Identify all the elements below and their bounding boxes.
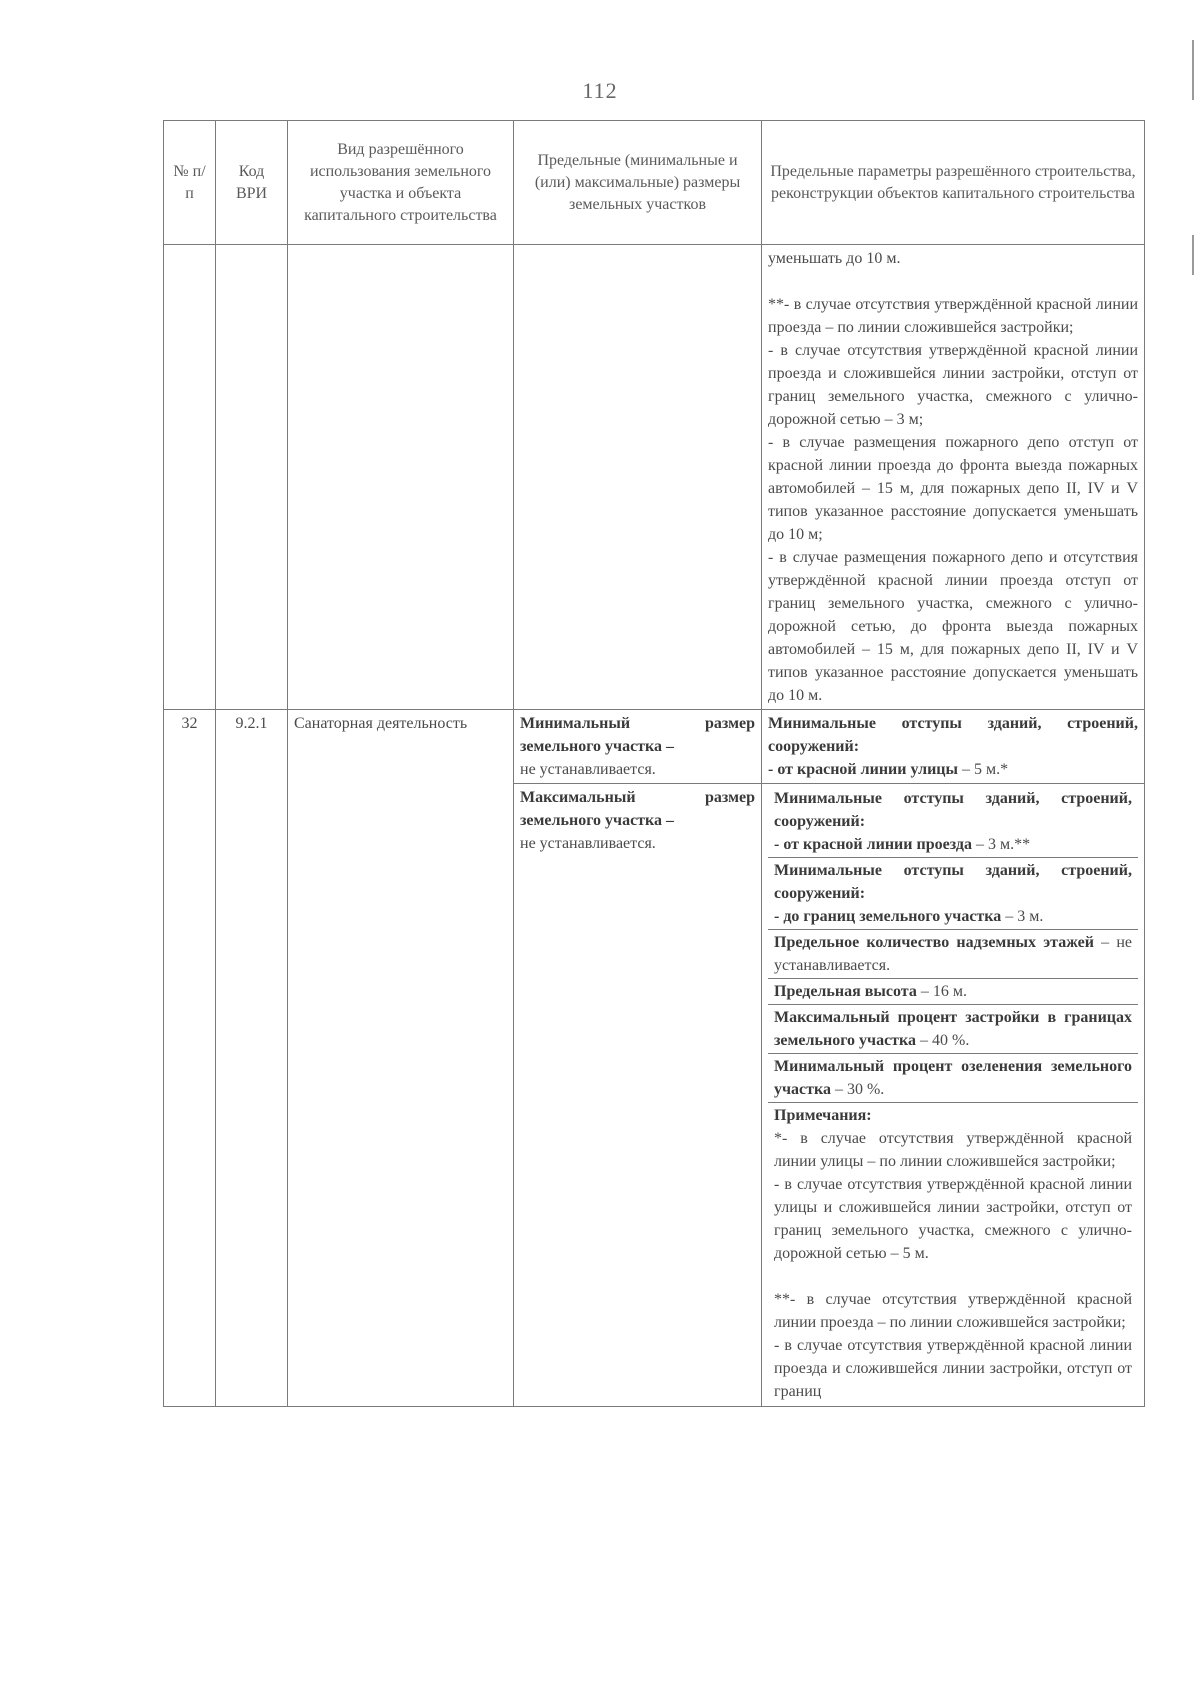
- param-min-greenery: [768, 1054, 1138, 1103]
- min-size-cell: [514, 710, 762, 784]
- cell-empty: [514, 245, 762, 710]
- header-params: Предельные параметры разрешённого строительства, реконструкции объектов капитального строительства: [762, 121, 1145, 245]
- param-value: – 5 м.*: [962, 761, 1009, 778]
- note-line: - в случае размещения пожарного депо и отсутствия утверждённой красной линии проезда отступ от границ земельного участка, смежного с улично-дорожной сетью, до фронта выезда пожарных автомобилей – 15 м, для пожарных депо II, IV и V типов указанное расстояние допускается уменьшать до 10 м.: [768, 549, 1138, 704]
- param-value: – 3 м.**: [975, 836, 1031, 853]
- text-line: уменьшать до 10 м.: [768, 250, 901, 267]
- param-max-coverage: [768, 1005, 1138, 1054]
- param-setback-boundary: [768, 858, 1138, 930]
- max-size-value: не устанавливается.: [520, 835, 656, 852]
- note-line: - в случае отсутствия утверждённой красной линии проезда и сложившейся линии застройки, отступ от границ: [774, 1337, 1132, 1400]
- note-line: **- в случае отсутствия утверждённой красной линии проезда – по линии сложившейся застройки;: [768, 296, 1138, 336]
- min-size-value: не устанавливается.: [520, 761, 656, 778]
- note-line: *- в случае отсутствия утверждённой красной линии улицы – по линии сложившейся застройки;: [774, 1130, 1132, 1170]
- param-label: Предельное количество надземных этажей: [774, 934, 1094, 951]
- table-header-row: [164, 121, 1145, 245]
- vri-code: 9.2.1: [216, 710, 288, 1407]
- note-line: - в случае отсутствия утверждённой красной линии проезда и сложившейся линии застройки, отступ от границ земельного участка, смежного с улично-дорожной сетью – 3 м;: [768, 342, 1138, 428]
- notes-block: [768, 1103, 1138, 1404]
- max-size-cell: [514, 784, 762, 1407]
- param-sublabel: - от красной линии проезда: [774, 836, 972, 853]
- param-value: – 40 %.: [920, 1032, 970, 1049]
- param-label: Минимальные отступы зданий, строений, сооружений:: [774, 790, 1132, 830]
- param-sublabel: - от красной линии улицы: [768, 761, 958, 778]
- header-num: № п/п: [164, 121, 216, 245]
- note-line: **- в случае отсутствия утверждённой красной линии проезда – по линии сложившейся застройки;: [774, 1291, 1132, 1331]
- blank-line: [768, 270, 1138, 293]
- cell-empty: [288, 245, 514, 710]
- max-size-label: Максимальный размер земельного участка –: [520, 789, 755, 829]
- use-type: Санаторная деятельность: [288, 710, 514, 1407]
- notes-title: Примечания:: [774, 1107, 872, 1124]
- param-label: Минимальный процент озеленения земельного участка: [774, 1058, 1132, 1098]
- row-number: 32: [164, 710, 216, 1407]
- header-code: Код ВРИ: [216, 121, 288, 245]
- table-row-32: [164, 710, 1145, 784]
- note-line: - в случае размещения пожарного депо отступ от красной линии проезда до фронта выезда пожарных автомобилей – 15 м, для пожарных депо II, IV и V типов указанное расстояние допускается уменьшать до 10 м;: [768, 434, 1138, 543]
- param-height: [768, 979, 1138, 1005]
- blank-line: [774, 1265, 1132, 1288]
- param-sublabel: - до границ земельного участка: [774, 908, 1002, 925]
- param-label: Минимальные отступы зданий, строений, сооружений:: [774, 862, 1132, 902]
- param-label: Минимальные отступы зданий, строений, сооружений:: [768, 715, 1138, 755]
- header-sizes: Предельные (минимальные и (или) максимальные) размеры земельных участков: [514, 121, 762, 245]
- param-setback-driveway: [768, 786, 1138, 858]
- min-size-label: Минимальный размер земельного участка –: [520, 715, 755, 755]
- param-label: Максимальный процент застройки в границах земельного участка: [774, 1009, 1132, 1049]
- regulations-table: [163, 120, 1145, 1407]
- param-value: – 16 м.: [920, 983, 967, 1000]
- param-value: – 30 %.: [834, 1081, 885, 1098]
- param-label: Предельная высота: [774, 983, 917, 1000]
- continuation-cell: [762, 245, 1145, 710]
- table-row-continuation: [164, 245, 1145, 710]
- page-number: 112: [582, 78, 618, 103]
- header-type: Вид разрешённого использования земельного участка и объекта капитального строительства: [288, 121, 514, 245]
- param-floors: [768, 930, 1138, 979]
- note-line: - в случае отсутствия утверждённой красной линии улицы и сложившейся линии застройки, отступ от границ земельного участка, смежного с улично-дорожной сетью – 5 м.: [774, 1176, 1132, 1262]
- scan-edge-mark: [1192, 235, 1194, 275]
- scan-edge-mark: [1192, 40, 1194, 100]
- param-stack: [762, 784, 1145, 1407]
- param-value: – 3 м.: [1005, 908, 1044, 925]
- cell-empty: [164, 245, 216, 710]
- cell-empty: [216, 245, 288, 710]
- param-value: – не устанавливается.: [774, 934, 1132, 974]
- param-setback-street: [762, 710, 1145, 784]
